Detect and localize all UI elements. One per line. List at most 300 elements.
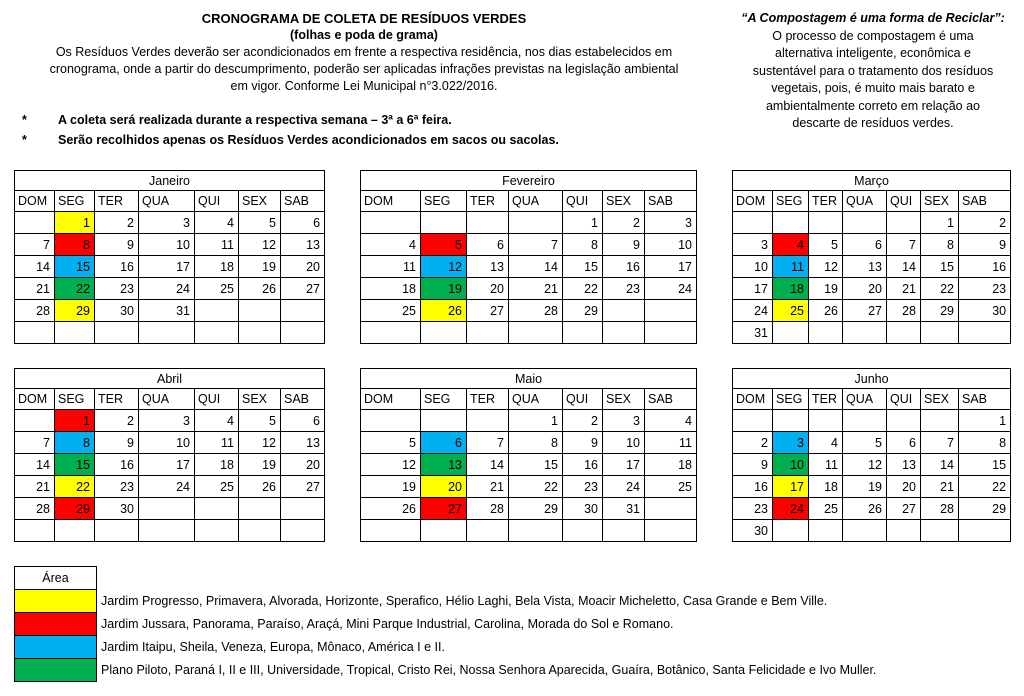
week-row xyxy=(733,520,1011,542)
day-cell: 15 xyxy=(55,454,95,476)
day-cell: 24 xyxy=(139,476,195,498)
day-cell: 12 xyxy=(843,454,887,476)
legend-item xyxy=(15,613,877,636)
weekday-label: QUA xyxy=(139,191,195,212)
empty-cell xyxy=(603,322,645,344)
note-text: A coleta será realizada durante a respectiva semana – 3ª a 6ª feira. xyxy=(58,113,452,127)
empty-cell xyxy=(959,520,1011,542)
day-cell: 16 xyxy=(95,454,139,476)
weekday-label: DOM xyxy=(15,389,55,410)
day-cell: 26 xyxy=(361,498,421,520)
empty-cell xyxy=(887,212,921,234)
day-cell: 25 xyxy=(195,476,239,498)
month-header-row xyxy=(733,171,1011,191)
day-cell: 18 xyxy=(809,476,843,498)
calendar-fevereiro xyxy=(360,170,697,344)
month-name: Março xyxy=(733,171,1011,191)
legend-text: Jardim Progresso, Primavera, Alvorada, Horizonte, Sperafico, Hélio Laghi, Bela Vista, Moacir Micheletto, Casa Grande e Bem Ville. xyxy=(101,594,828,608)
day-cell: 6 xyxy=(843,234,887,256)
note-bullet: * xyxy=(22,113,27,127)
day-cell: 20 xyxy=(421,476,467,498)
empty-cell xyxy=(239,300,281,322)
day-cell: 21 xyxy=(15,476,55,498)
empty-cell xyxy=(509,520,563,542)
week-row xyxy=(733,300,1011,322)
day-cell: 17 xyxy=(603,454,645,476)
legend-swatch-yellow xyxy=(15,590,97,613)
empty-cell xyxy=(195,520,239,542)
week-row xyxy=(361,322,697,344)
weekday-label: SAB xyxy=(281,389,325,410)
day-cell: 20 xyxy=(281,454,325,476)
day-cell: 12 xyxy=(421,256,467,278)
empty-cell xyxy=(55,520,95,542)
empty-cell xyxy=(809,212,843,234)
empty-cell xyxy=(773,410,809,432)
weekday-label: DOM xyxy=(15,191,55,212)
intro-line-1: Os Resíduos Verdes deverão ser acondicionados em frente a respectiva residência, nos dias estabelecidos em xyxy=(55,45,673,59)
legend-text: Plano Piloto, Paraná I, II e III, Universidade, Tropical, Cristo Rei, Nossa Senhora Aparecida, Guaíra, Botânico, Santa Felicidade e Ivo Muller. xyxy=(101,663,877,677)
empty-cell xyxy=(467,410,509,432)
day-cell: 8 xyxy=(921,234,959,256)
day-cell: 2 xyxy=(603,212,645,234)
weekday-label: SEX xyxy=(921,191,959,212)
week-row xyxy=(15,410,325,432)
day-cell: 29 xyxy=(959,498,1011,520)
week-row xyxy=(733,278,1011,300)
empty-cell xyxy=(645,498,697,520)
weekday-label: SAB xyxy=(959,389,1011,410)
day-cell: 10 xyxy=(603,432,645,454)
empty-cell xyxy=(195,322,239,344)
empty-cell xyxy=(195,498,239,520)
empty-cell xyxy=(773,520,809,542)
empty-cell xyxy=(645,300,697,322)
day-cell: 17 xyxy=(645,256,697,278)
empty-cell xyxy=(195,300,239,322)
day-cell: 19 xyxy=(843,476,887,498)
day-cell: 30 xyxy=(733,520,773,542)
month-name: Fevereiro xyxy=(361,171,697,191)
day-cell: 13 xyxy=(843,256,887,278)
day-cell: 15 xyxy=(921,256,959,278)
day-cell: 22 xyxy=(55,278,95,300)
day-cell: 25 xyxy=(195,278,239,300)
intro-line-2: cronograma, onde a partir do descumprimento, poderão ser aplicadas infrações previstas na legislação ambiental xyxy=(49,62,679,76)
week-row xyxy=(361,234,697,256)
day-cell: 25 xyxy=(809,498,843,520)
empty-cell xyxy=(281,322,325,344)
day-cell: 23 xyxy=(959,278,1011,300)
weekday-row xyxy=(361,389,697,410)
week-row xyxy=(15,476,325,498)
day-cell: 13 xyxy=(281,432,325,454)
empty-cell xyxy=(361,322,421,344)
day-cell: 5 xyxy=(809,234,843,256)
month-name: Maio xyxy=(361,369,697,389)
day-cell: 6 xyxy=(887,432,921,454)
day-cell: 18 xyxy=(645,454,697,476)
weekday-label: SEG xyxy=(421,389,467,410)
weekday-row xyxy=(733,191,1011,212)
day-cell: 23 xyxy=(95,476,139,498)
weekday-label: SEX xyxy=(603,191,645,212)
day-cell: 15 xyxy=(563,256,603,278)
empty-cell xyxy=(843,212,887,234)
week-row xyxy=(15,498,325,520)
week-row xyxy=(361,300,697,322)
week-row xyxy=(361,520,697,542)
day-cell: 17 xyxy=(139,454,195,476)
weekday-label: QUI xyxy=(887,191,921,212)
empty-cell xyxy=(887,520,921,542)
day-cell: 1 xyxy=(55,410,95,432)
week-row xyxy=(15,520,325,542)
empty-cell xyxy=(887,410,921,432)
legend-header: Área xyxy=(15,567,97,590)
day-cell: 28 xyxy=(509,300,563,322)
weekday-label: TER xyxy=(95,191,139,212)
day-cell: 29 xyxy=(55,498,95,520)
month-header-row xyxy=(733,369,1011,389)
empty-cell xyxy=(281,498,325,520)
day-cell: 10 xyxy=(139,234,195,256)
empty-cell xyxy=(509,212,563,234)
weekday-label: SEG xyxy=(773,191,809,212)
week-row xyxy=(361,454,697,476)
day-cell: 23 xyxy=(603,278,645,300)
month-header-row xyxy=(15,369,325,389)
note-text: Serão recolhidos apenas os Resíduos Verdes acondicionados em sacos ou sacolas. xyxy=(58,133,559,147)
day-cell: 9 xyxy=(603,234,645,256)
day-cell: 9 xyxy=(95,234,139,256)
week-row xyxy=(15,300,325,322)
day-cell: 21 xyxy=(921,476,959,498)
day-cell: 8 xyxy=(509,432,563,454)
note-item xyxy=(22,110,559,130)
day-cell: 8 xyxy=(55,432,95,454)
day-cell: 10 xyxy=(139,432,195,454)
weekday-label: QUI xyxy=(887,389,921,410)
empty-cell xyxy=(921,322,959,344)
day-cell: 1 xyxy=(959,410,1011,432)
day-cell: 15 xyxy=(509,454,563,476)
day-cell: 12 xyxy=(239,432,281,454)
notes-list xyxy=(22,110,559,150)
day-cell: 20 xyxy=(467,278,509,300)
day-cell: 29 xyxy=(921,300,959,322)
day-cell: 12 xyxy=(361,454,421,476)
page-title: CRONOGRAMA DE COLETA DE RESÍDUOS VERDES xyxy=(201,11,527,26)
day-cell: 16 xyxy=(733,476,773,498)
day-cell: 22 xyxy=(55,476,95,498)
day-cell: 6 xyxy=(467,234,509,256)
day-cell: 6 xyxy=(421,432,467,454)
empty-cell xyxy=(361,212,421,234)
day-cell: 4 xyxy=(361,234,421,256)
day-cell: 11 xyxy=(195,234,239,256)
day-cell: 24 xyxy=(603,476,645,498)
day-cell: 6 xyxy=(281,410,325,432)
month-name: Junho xyxy=(733,369,1011,389)
day-cell: 17 xyxy=(733,278,773,300)
week-row xyxy=(733,498,1011,520)
day-cell: 13 xyxy=(421,454,467,476)
empty-cell xyxy=(421,520,467,542)
empty-cell xyxy=(843,410,887,432)
legend-item xyxy=(15,636,877,659)
day-cell: 28 xyxy=(15,498,55,520)
day-cell: 4 xyxy=(645,410,697,432)
weekday-row xyxy=(15,389,325,410)
empty-cell xyxy=(887,322,921,344)
day-cell: 30 xyxy=(95,300,139,322)
month-header-row xyxy=(361,171,697,191)
week-row xyxy=(361,498,697,520)
week-row xyxy=(733,432,1011,454)
day-cell: 26 xyxy=(843,498,887,520)
weekday-label: QUA xyxy=(139,389,195,410)
empty-cell xyxy=(15,520,55,542)
day-cell: 31 xyxy=(139,300,195,322)
weekday-label: SAB xyxy=(959,191,1011,212)
empty-cell xyxy=(15,322,55,344)
empty-cell xyxy=(603,300,645,322)
day-cell: 10 xyxy=(645,234,697,256)
day-cell: 12 xyxy=(239,234,281,256)
quote-line: descarte de resíduos verdes. xyxy=(792,116,954,130)
day-cell: 3 xyxy=(139,212,195,234)
day-cell: 3 xyxy=(139,410,195,432)
day-cell: 15 xyxy=(55,256,95,278)
day-cell: 26 xyxy=(421,300,467,322)
day-cell: 11 xyxy=(773,256,809,278)
weekday-row xyxy=(15,191,325,212)
note-bullet: * xyxy=(22,133,27,147)
day-cell: 31 xyxy=(603,498,645,520)
empty-cell xyxy=(509,322,563,344)
empty-cell xyxy=(467,212,509,234)
weekday-label: TER xyxy=(95,389,139,410)
day-cell: 16 xyxy=(95,256,139,278)
day-cell: 25 xyxy=(361,300,421,322)
day-cell: 4 xyxy=(195,212,239,234)
empty-cell xyxy=(645,322,697,344)
month-name: Abril xyxy=(15,369,325,389)
empty-cell xyxy=(421,212,467,234)
day-cell: 17 xyxy=(773,476,809,498)
empty-cell xyxy=(15,212,55,234)
day-cell: 11 xyxy=(645,432,697,454)
day-cell: 3 xyxy=(645,212,697,234)
day-cell: 27 xyxy=(467,300,509,322)
day-cell: 18 xyxy=(195,256,239,278)
empty-cell xyxy=(603,520,645,542)
quote-line: sustentável para o tratamento dos resíduos xyxy=(752,63,994,78)
day-cell: 23 xyxy=(733,498,773,520)
day-cell: 27 xyxy=(421,498,467,520)
day-cell: 29 xyxy=(55,300,95,322)
week-row xyxy=(361,256,697,278)
month-header-row xyxy=(15,171,325,191)
intro-line-3: em vigor. Conforme Lei Municipal n°3.022/2016. xyxy=(230,79,498,93)
day-cell: 16 xyxy=(563,454,603,476)
week-row xyxy=(15,212,325,234)
day-cell: 14 xyxy=(15,454,55,476)
day-cell: 28 xyxy=(887,300,921,322)
empty-cell xyxy=(421,410,467,432)
day-cell: 20 xyxy=(843,278,887,300)
weekday-label: DOM xyxy=(733,389,773,410)
day-cell: 1 xyxy=(509,410,563,432)
day-cell: 16 xyxy=(603,256,645,278)
composting-quote xyxy=(732,10,1014,133)
legend-text: Jardim Jussara, Panorama, Paraíso, Araçá, Mini Parque Industrial, Carolina, Morada do Sol e Romano. xyxy=(101,617,674,631)
empty-cell xyxy=(921,520,959,542)
week-row xyxy=(15,256,325,278)
day-cell: 22 xyxy=(921,278,959,300)
day-cell: 24 xyxy=(139,278,195,300)
weekday-label: SEG xyxy=(55,389,95,410)
day-cell: 25 xyxy=(645,476,697,498)
day-cell: 17 xyxy=(139,256,195,278)
day-cell: 23 xyxy=(563,476,603,498)
area-legend xyxy=(14,566,877,682)
day-cell: 22 xyxy=(509,476,563,498)
empty-cell xyxy=(15,410,55,432)
empty-cell xyxy=(361,410,421,432)
week-row xyxy=(361,278,697,300)
week-row xyxy=(733,212,1011,234)
empty-cell xyxy=(281,300,325,322)
weekday-label: SEX xyxy=(603,389,645,410)
note-item xyxy=(22,130,559,150)
empty-cell xyxy=(843,520,887,542)
day-cell: 28 xyxy=(15,300,55,322)
day-cell: 7 xyxy=(509,234,563,256)
day-cell: 9 xyxy=(563,432,603,454)
calendar-marco xyxy=(732,170,1011,344)
day-cell: 8 xyxy=(563,234,603,256)
day-cell: 31 xyxy=(733,322,773,344)
day-cell: 10 xyxy=(733,256,773,278)
day-cell: 9 xyxy=(95,432,139,454)
day-cell: 24 xyxy=(645,278,697,300)
empty-cell xyxy=(239,322,281,344)
day-cell: 7 xyxy=(15,234,55,256)
day-cell: 24 xyxy=(733,300,773,322)
day-cell: 1 xyxy=(55,212,95,234)
day-cell: 2 xyxy=(563,410,603,432)
day-cell: 22 xyxy=(959,476,1011,498)
weekday-label: SAB xyxy=(645,191,697,212)
legend-text: Jardim Itaipu, Sheila, Veneza, Europa, Mônaco, América I e II. xyxy=(101,640,445,654)
legend-swatch-green xyxy=(15,659,97,682)
day-cell: 14 xyxy=(15,256,55,278)
empty-cell xyxy=(645,520,697,542)
day-cell: 14 xyxy=(887,256,921,278)
day-cell: 3 xyxy=(733,234,773,256)
document-header xyxy=(14,10,714,95)
day-cell: 11 xyxy=(361,256,421,278)
weekday-label: TER xyxy=(467,389,509,410)
empty-cell xyxy=(139,520,195,542)
empty-cell xyxy=(239,520,281,542)
day-cell: 19 xyxy=(239,256,281,278)
day-cell: 26 xyxy=(239,278,281,300)
day-cell: 18 xyxy=(361,278,421,300)
month-name: Janeiro xyxy=(15,171,325,191)
quote-line: vegetais, pois, é muito mais barato e xyxy=(771,81,975,95)
day-cell: 3 xyxy=(773,432,809,454)
quote-line: alternativa inteligente, econômica e xyxy=(775,46,971,60)
day-cell: 27 xyxy=(281,476,325,498)
week-row xyxy=(733,322,1011,344)
day-cell: 2 xyxy=(95,410,139,432)
day-cell: 14 xyxy=(467,454,509,476)
empty-cell xyxy=(139,322,195,344)
day-cell: 19 xyxy=(809,278,843,300)
day-cell: 29 xyxy=(563,300,603,322)
day-cell: 5 xyxy=(843,432,887,454)
day-cell: 7 xyxy=(467,432,509,454)
weekday-label: SAB xyxy=(645,389,697,410)
legend-item xyxy=(15,590,877,613)
weekday-label: SEX xyxy=(239,389,281,410)
day-cell: 11 xyxy=(195,432,239,454)
day-cell: 23 xyxy=(95,278,139,300)
day-cell: 13 xyxy=(467,256,509,278)
day-cell: 27 xyxy=(843,300,887,322)
day-cell: 20 xyxy=(281,256,325,278)
quote-line: ambientalmente correto em relação ao xyxy=(765,98,980,113)
day-cell: 30 xyxy=(959,300,1011,322)
week-row xyxy=(733,410,1011,432)
empty-cell xyxy=(239,498,281,520)
weekday-label: TER xyxy=(809,191,843,212)
weekday-label: QUA xyxy=(509,389,563,410)
day-cell: 9 xyxy=(959,234,1011,256)
day-cell: 1 xyxy=(921,212,959,234)
week-row xyxy=(361,212,697,234)
day-cell: 4 xyxy=(195,410,239,432)
day-cell: 11 xyxy=(809,454,843,476)
week-row xyxy=(15,278,325,300)
week-row xyxy=(733,454,1011,476)
empty-cell xyxy=(773,212,809,234)
weekday-label: QUA xyxy=(843,389,887,410)
legend-item xyxy=(15,659,877,682)
day-cell: 4 xyxy=(809,432,843,454)
day-cell: 1 xyxy=(563,212,603,234)
day-cell: 22 xyxy=(563,278,603,300)
day-cell: 3 xyxy=(603,410,645,432)
week-row xyxy=(733,256,1011,278)
day-cell: 8 xyxy=(55,234,95,256)
weekday-label: SEG xyxy=(55,191,95,212)
day-cell: 5 xyxy=(421,234,467,256)
day-cell: 21 xyxy=(509,278,563,300)
day-cell: 21 xyxy=(467,476,509,498)
day-cell: 9 xyxy=(733,454,773,476)
weekday-label: DOM xyxy=(733,191,773,212)
week-row xyxy=(15,432,325,454)
legend-swatch-blue xyxy=(15,636,97,659)
empty-cell xyxy=(95,322,139,344)
day-cell: 15 xyxy=(959,454,1011,476)
weekday-label: SAB xyxy=(281,191,325,212)
day-cell: 16 xyxy=(959,256,1011,278)
